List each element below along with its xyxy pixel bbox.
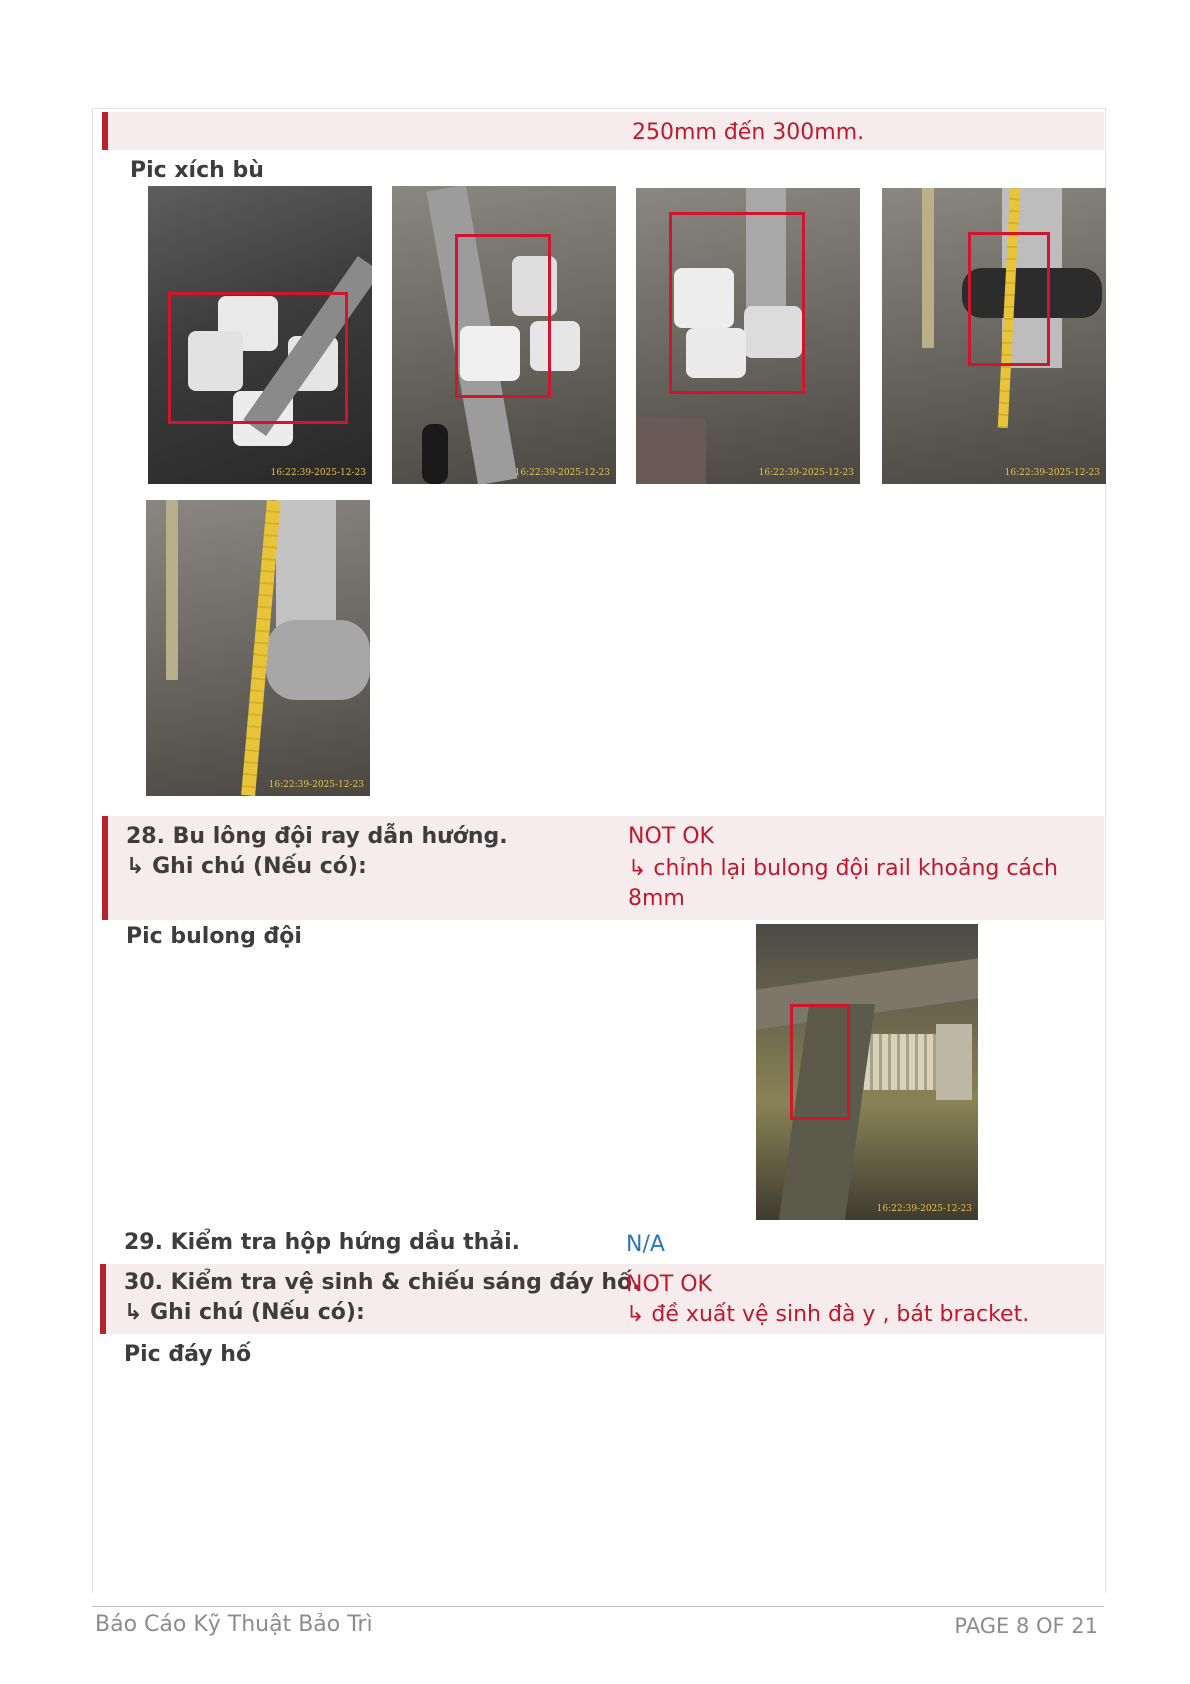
item-28-note-cont: 8mm xyxy=(628,886,685,911)
item-28-status: NOT OK xyxy=(628,824,714,849)
photo-timestamp: 16:22:39-2025-12-23 xyxy=(1004,468,1100,478)
footer-page-number: PAGE 8 OF 21 xyxy=(954,1614,1098,1638)
highlight-box xyxy=(168,292,348,424)
photo-xich-bu-1 xyxy=(148,186,372,484)
highlight-box xyxy=(669,212,805,394)
caption-bulong-doi: Pic bulong đội xyxy=(126,924,302,949)
item-28-title: 28. Bu lông đội ray dẫn hướng. xyxy=(126,824,508,849)
photo-timestamp: 16:22:39-2025-12-23 xyxy=(876,1204,972,1214)
continuation-band xyxy=(102,112,1104,150)
item-29-status: N/A xyxy=(626,1232,665,1257)
photo-timestamp: 16:22:39-2025-12-23 xyxy=(268,780,364,790)
item-30-status: NOT OK xyxy=(626,1272,712,1297)
photo-timestamp: 16:22:39-2025-12-23 xyxy=(758,468,854,478)
highlight-box xyxy=(968,232,1050,366)
caption-xich-bu: Pic xích bù xyxy=(130,158,264,183)
highlight-box xyxy=(790,1004,850,1120)
photo-xich-bu-4 xyxy=(882,188,1106,484)
caption-day-ho: Pic đáy hố xyxy=(124,1342,252,1367)
footer-report-title: Báo Cáo Kỹ Thuật Bảo Trì xyxy=(95,1612,373,1637)
photo-xich-bu-2 xyxy=(392,186,616,484)
photo-timestamp: 16:22:39-2025-12-23 xyxy=(514,468,610,478)
item-28-note: ↳ chỉnh lại bulong đội rail khoảng cách xyxy=(628,856,1058,881)
highlight-box xyxy=(455,234,551,398)
photo-xich-bu-3 xyxy=(636,188,860,484)
photo-xich-bu-5 xyxy=(146,500,370,796)
item-28-note-label: ↳ Ghi chú (Nếu có): xyxy=(126,854,367,879)
item-29-title: 29. Kiểm tra hộp hứng dầu thải. xyxy=(124,1230,521,1255)
item-30-note-label: ↳ Ghi chú (Nếu có): xyxy=(124,1300,365,1325)
item-30-title: 30. Kiểm tra vệ sinh & chiếu sáng đáy hố. xyxy=(124,1270,641,1295)
photo-bulong-doi xyxy=(756,924,978,1220)
top-note: 250mm đến 300mm. xyxy=(632,120,865,145)
item-30-note: ↳ đề xuất vệ sinh đà y , bát bracket. xyxy=(626,1302,1030,1327)
footer-rule xyxy=(92,1606,1104,1607)
photo-timestamp: 16:22:39-2025-12-23 xyxy=(270,468,366,478)
